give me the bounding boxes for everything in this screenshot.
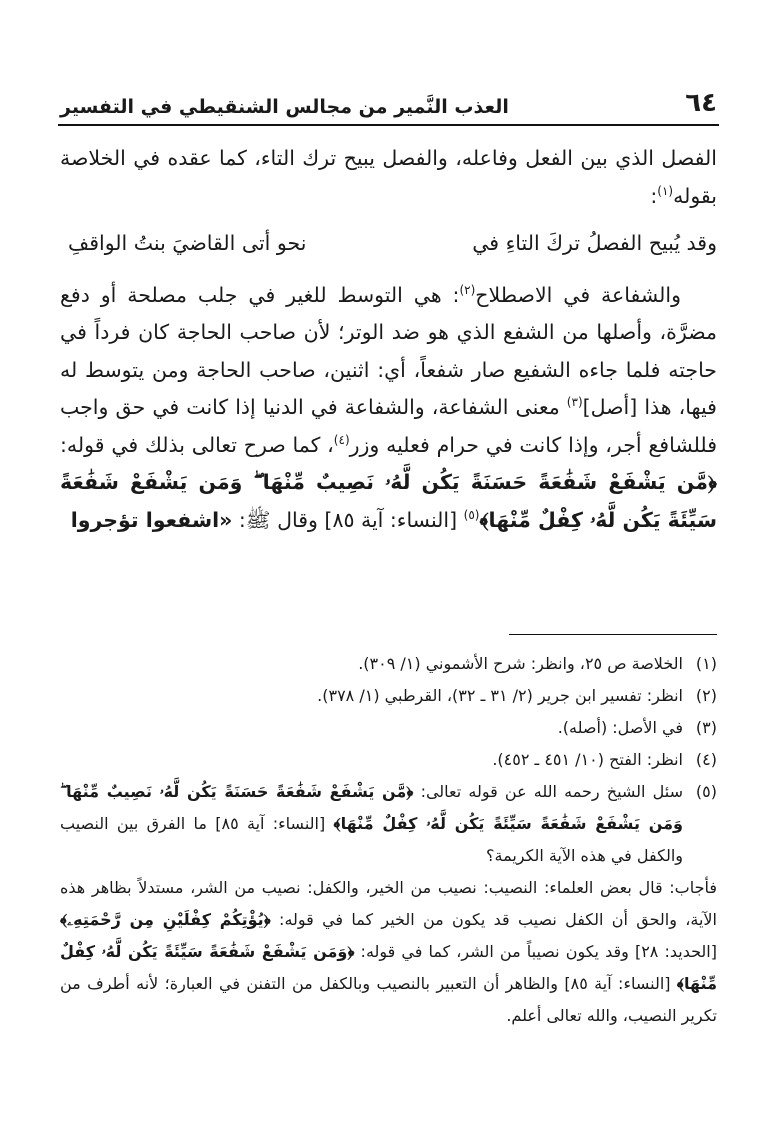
page-number: ٦٤	[685, 88, 717, 118]
verse-first-hemistich: وقد يُبيح الفصلُ تركَ التاءِ في	[472, 231, 717, 255]
page-header	[60, 84, 717, 118]
running-title: العذب النَّمير من مجالس الشنقيطي في التفسير	[60, 96, 509, 118]
footnote-3: (٣) في الأصل: (أصله).	[557, 718, 717, 737]
footnote-separator	[509, 634, 717, 635]
main-text	[60, 140, 717, 539]
footnote-5: (٥) سئل الشيخ رحمه الله عن قوله تعالى: ﴿مَّن يَشْفَعْ شَفَٰعَةً حَسَنَةً يَكُن لَّهُۥ نَصِيبٌ مِّنْهَا ۖ وَمَن يَشْفَعْ شَفَٰعَةً سَيِّئَةً يَكُن لَّهُۥ كِفْلٌ مِّنْهَا﴾ [النساء: آية ٨٥] ما الفرق بين النصيب والكفل في هذه الآية الكريمة؟	[60, 782, 717, 865]
footnote-answer: فأجاب: قال بعض العلماء: النصيب: نصيب من الخير، والكفل: نصيب من الشر، مستدلاً بظاهر هذه الآية، والحق أن الكفل نصيب قد يكون من الخير كما في قوله: ﴿يُؤْتِكُمْ كِفْلَيْنِ مِن رَّحْمَتِهِۦ﴾ [الحديد: ٢٨] وقد يكون نصيباً من الشر، كما في قوله: ﴿وَمَن يَشْفَعْ شَفَٰعَةً سَيِّئَةً يَكُن لَّهُۥ كِفْلٌ مِّنْهَا﴾ [النساء: آية ٨٥] والظاهر أن التعبير بالنصيب وبالكفل من التفنن في العبارة؛ لأنه أطرف من تكرير النصيب، والله تعالى أعلم.	[60, 878, 718, 1025]
hadith-text: «اشفعوا تؤجروا	[70, 507, 233, 532]
footnote-ref-5[interactable]: (٥)	[463, 507, 480, 522]
footnote-ref-1[interactable]: (١)	[657, 183, 674, 198]
footnote-quran-nisa: ﴿وَمَن يَشْفَعْ شَفَٰعَةً سَيِّئَةً يَكُن لَّهُۥ كِفْلٌ مِّنْهَا﴾	[60, 942, 717, 993]
footnote-ref-2[interactable]: (٢)	[459, 282, 476, 297]
verse-second-hemistich: نحو أتى القاضيَ بنتُ الواقفِ	[68, 231, 307, 255]
footnote-2: (٢) انظر: تفسير ابن جرير (٢/ ٣١ ـ ٣٢)، القرطبي (١/ ٣٧٨).	[317, 686, 717, 705]
footnote-ref-4[interactable]: (٤)	[333, 432, 350, 447]
quran-verse: ﴿مَّن يَشْفَعْ شَفَٰعَةً حَسَنَةً يَكُن لَّهُۥ نَصِيبٌ مِّنْهَا ۖ وَمَن يَشْفَعْ شَفَٰعَةً سَيِّئَةً يَكُن لَّهُۥ كِفْلٌ مِّنْهَا﴾	[60, 470, 717, 532]
paragraph-2: والشفاعة في الاصطلاح$^{(٢)}$: هي التوسط للغير في جلب مصلحة أو دفع مضرَّة، وأصلها من الشفع الذي هو ضد الوتر؛ لأن صاحب الحاجة كان فرداً في حاجته فلما جاءه الشفيع صار شفعاً، أي: اثنين، صاحب الحاجة ومن يتوسط له فيها، هذا [أصل]$^{(٣)}$ معنى الشفاعة، والشفاعة في الدنيا إذا كانت في حق واجب فللشافع أجر، وإذا كانت في حرام فعليه وزر$^{(٤)}$، كما صرح تعالى بذلك في قوله: ﴿مَّن يَشْفَعْ شَفَٰعَةً حَسَنَةً يَكُن لَّهُۥ نَصِيبٌ مِّنْهَا ۖ وَمَن يَشْفَعْ شَفَٰعَةً سَيِّئَةً يَكُن لَّهُۥ كِفْلٌ مِّنْهَا﴾$^{(٥)}$ [النساء: آية ٨٥] وقال ﷺ: «اشفعوا تؤجروا	[60, 282, 717, 532]
paragraph-1: الفصل الذي بين الفعل وفاعله، والفصل يبيح ترك التاء، كما عقده في الخلاصة بقوله$^{(١)}$:	[60, 146, 717, 208]
footnotes	[60, 648, 717, 1032]
header-rule	[58, 124, 719, 126]
footnote-quran-verse: ﴿مَّن يَشْفَعْ شَفَٰعَةً حَسَنَةً يَكُن لَّهُۥ نَصِيبٌ مِّنْهَا ۖ وَمَن يَشْفَعْ شَفَٰعَةً سَيِّئَةً يَكُن لَّهُۥ كِفْلٌ مِّنْهَا﴾	[60, 782, 683, 833]
footnote-quran-hadid: ﴿يُؤْتِكُمْ كِفْلَيْنِ مِن رَّحْمَتِهِۦ﴾	[60, 910, 271, 929]
footnote-4: (٤) انظر: الفتح (١٠/ ٤٥١ ـ ٤٥٢).	[492, 750, 717, 769]
footnote-ref-3[interactable]: (٣)	[566, 395, 583, 410]
poetry-verse	[60, 225, 717, 263]
footnote-1: (١) الخلاصة ص ٢٥، وانظر: شرح الأشموني (١/ ٣٠٩).	[358, 654, 717, 673]
